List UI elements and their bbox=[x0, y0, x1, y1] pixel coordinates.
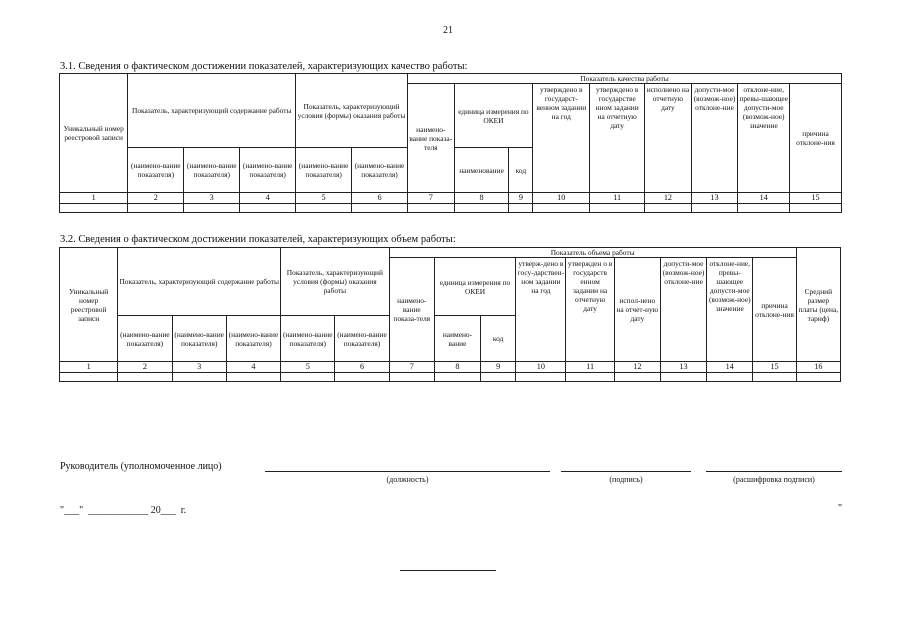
sub-col-header: (наимено-вание показателя) bbox=[335, 316, 389, 362]
volume-group-header: Показатель объема работы bbox=[389, 248, 796, 258]
column-number: 16 bbox=[796, 362, 840, 373]
column-number: 2 bbox=[128, 193, 184, 204]
column-number: 7 bbox=[407, 193, 454, 204]
column-number: 5 bbox=[281, 362, 335, 373]
section2-heading: 3.2. Сведения о фактическом достижении показателей, характеризующих объем работы: bbox=[60, 234, 456, 245]
close-quote: " bbox=[79, 505, 84, 516]
column-number: 8 bbox=[434, 362, 480, 373]
col-reason-header: причина отклоне-ния bbox=[753, 258, 796, 362]
signature-caption: (подпись) bbox=[609, 475, 643, 484]
sub-col-header: (наимено-вание показателя) bbox=[118, 316, 172, 362]
quality-indicators-table bbox=[59, 73, 842, 213]
manager-label: Руководитель (уполномоченное лицо) bbox=[60, 461, 222, 472]
page-number: 21 bbox=[443, 25, 453, 36]
sub-col-header: (наимено-вание показателя) bbox=[172, 316, 226, 362]
empty-data-row bbox=[60, 373, 841, 382]
column-numbers-row bbox=[60, 193, 842, 204]
column-number: 6 bbox=[335, 362, 389, 373]
year-suffix: г. bbox=[180, 505, 187, 516]
column-number: 5 bbox=[296, 193, 352, 204]
col-unit-name-header: наименование bbox=[454, 148, 509, 193]
column-number: 7 bbox=[389, 362, 434, 373]
sub-col-header: (наимено-вание показателя) bbox=[296, 148, 352, 193]
quality-group-header: Показатель качества работы bbox=[407, 74, 841, 84]
sub-col-header: (наимено-вание показателя) bbox=[128, 148, 184, 193]
day-blank: ___ bbox=[64, 505, 80, 516]
month-blank: ____________ bbox=[88, 505, 149, 516]
position-caption: (должность) bbox=[386, 475, 429, 484]
open-quote: " bbox=[60, 505, 65, 516]
column-number: 11 bbox=[566, 362, 614, 373]
column-number: 6 bbox=[352, 193, 408, 204]
section1-heading: 3.1. Сведения о фактическом достижении показателей, характеризующих качество работы: bbox=[60, 61, 468, 72]
date-line bbox=[60, 505, 186, 516]
col-registry-header: Уникальный номер реестровой записи bbox=[60, 74, 128, 193]
position-line bbox=[265, 471, 550, 472]
decode-caption: (расшифровка подписи) bbox=[733, 475, 815, 484]
column-number: 10 bbox=[533, 193, 590, 204]
col-price-header: Средний размер платы (цена, тариф) bbox=[796, 248, 840, 362]
column-numbers-row bbox=[60, 362, 841, 373]
volume-indicators-table bbox=[59, 247, 841, 382]
column-number: 3 bbox=[172, 362, 226, 373]
col-indicator-name-header: наимено-вание показа-теля bbox=[407, 84, 454, 193]
empty-data-row bbox=[60, 204, 842, 213]
col-content-header: Показатель, характеризующий содержание работы bbox=[118, 248, 281, 316]
sub-col-header: (наимено-вание показателя) bbox=[226, 316, 280, 362]
column-number: 13 bbox=[660, 362, 706, 373]
column-number: 4 bbox=[226, 362, 280, 373]
col-reason-header: причина отклоне-ния bbox=[790, 84, 842, 193]
column-number: 15 bbox=[790, 193, 842, 204]
sub-col-header: (наимено-вание показателя) bbox=[240, 148, 296, 193]
column-number: 4 bbox=[240, 193, 296, 204]
col-conditions-header: Показатель, характеризующий условия (формы) оказания работы bbox=[281, 248, 390, 316]
decode-line bbox=[706, 471, 842, 472]
column-number: 3 bbox=[184, 193, 240, 204]
col-unit-code-header: код bbox=[481, 316, 516, 362]
column-number: 1 bbox=[60, 193, 128, 204]
col-approved-year-header: утверждено в государст-венном задании на год bbox=[533, 84, 590, 193]
bottom-separator bbox=[400, 570, 496, 571]
col-unit-code-header: код bbox=[509, 148, 533, 193]
col-approved-date-header: утверждено в государстве нном задании на отчетную дату bbox=[590, 84, 645, 193]
column-number: 2 bbox=[118, 362, 172, 373]
year-prefix: 20 bbox=[150, 505, 161, 516]
col-conditions-header: Показатель, характеризующий условия (формы) оказания работы bbox=[296, 74, 408, 148]
column-number: 8 bbox=[454, 193, 509, 204]
col-exceed-header: отклоне-ние, превы-шающее допусти-мое (возмож-ное) значение bbox=[707, 258, 753, 362]
column-number: 1 bbox=[60, 362, 118, 373]
column-number: 10 bbox=[516, 362, 566, 373]
col-approved-year-header: утверж-дено в госу-дарствен-ном задании на год bbox=[516, 258, 566, 362]
column-number: 13 bbox=[691, 193, 738, 204]
col-unit-header: единица измерения по ОКЕИ bbox=[454, 84, 533, 148]
column-number: 11 bbox=[590, 193, 645, 204]
col-done-header: исполнено на отчетную дату bbox=[645, 84, 692, 193]
sub-col-header: (наимено-вание показателя) bbox=[281, 316, 335, 362]
signature-line bbox=[561, 471, 691, 472]
column-number: 12 bbox=[614, 362, 660, 373]
col-registry-header: Уникальный номер реестровой записи bbox=[60, 248, 118, 362]
year-blank: ___ bbox=[160, 505, 176, 516]
column-number: 9 bbox=[509, 193, 533, 204]
col-unit-name-header: наимено-вание bbox=[434, 316, 480, 362]
sub-col-header: (наимено-вание показателя) bbox=[184, 148, 240, 193]
column-number: 12 bbox=[645, 193, 692, 204]
col-allowed-header: допусти-мое (возмож-ное) отклоне-ние bbox=[660, 258, 706, 362]
column-number: 9 bbox=[481, 362, 516, 373]
col-exceed-header: отклоне-ние, превы-шающее допусти-мое (возмож-ное) значение bbox=[738, 84, 790, 193]
sub-col-header: (наимено-вание показателя) bbox=[352, 148, 408, 193]
col-indicator-name-header: наимено-вание показа-теля bbox=[389, 258, 434, 362]
column-number: 15 bbox=[753, 362, 796, 373]
col-content-header: Показатель, характеризующий содержание работы bbox=[128, 74, 296, 148]
column-number: 14 bbox=[738, 193, 790, 204]
col-unit-header: единица измерения по ОКЕИ bbox=[434, 258, 515, 316]
col-allowed-header: допусти-мое (возмож-ное) отклоне-ние bbox=[691, 84, 738, 193]
col-done-header: испол-нено на отчет-ную дату bbox=[614, 258, 660, 362]
col-approved-date-header: утвержден о в государств енном задании на отчетную дату bbox=[566, 258, 614, 362]
right-quote: " bbox=[838, 503, 843, 514]
column-number: 14 bbox=[707, 362, 753, 373]
